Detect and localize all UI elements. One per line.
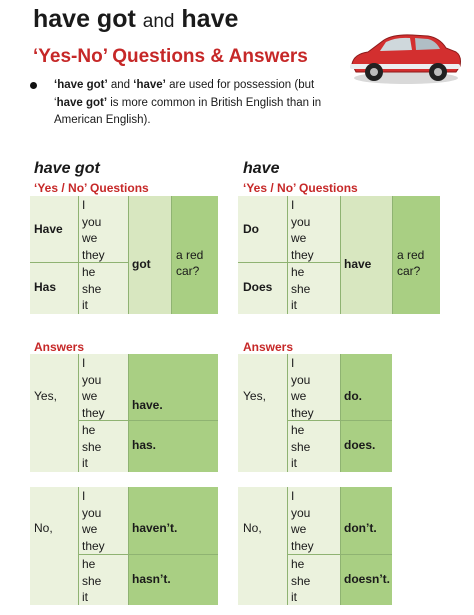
aux-has: Has [34,280,57,294]
page-subtitle: ‘Yes-No’ Questions & Answers [33,46,308,67]
questions-label: ‘Yes / No’ Questions [34,181,149,195]
pronoun-list [82,197,105,263]
aux-have: Have [34,222,63,236]
answers-label: Answers [243,340,294,354]
pronoun-they: they [82,247,105,262]
pronoun-you: you [82,214,102,229]
answer-yes: Yes, [34,389,57,403]
pronoun-it: it [82,298,88,312]
pronoun-he: he [82,265,96,279]
pronoun-she: she [82,281,102,296]
section-heading-have-got: have got [34,160,100,177]
object-text: a red car? [397,248,425,278]
answer-does: does. [344,438,376,452]
pronoun-list [82,264,101,314]
section-heading-have: have [243,160,280,177]
bullet-dot-icon [30,82,37,89]
aux-do: Do [243,222,259,236]
answer-yes: Yes, [243,389,266,403]
verb-got: got [132,257,151,271]
aux-does: Does [243,280,273,294]
red-car-icon [346,26,464,86]
answer-no: No, [243,521,262,535]
page-title: have got and have [33,5,239,33]
answer-doesnt: doesn’t. [344,572,391,586]
bullet-note: ‘have got’ and ‘have’ are used for possession (but ‘have got’ is more common in British English than in American English). [30,77,340,130]
answer-has: has. [132,438,157,452]
questions-label: ‘Yes / No’ Questions [243,181,358,195]
pronoun-list: I you we they [291,198,314,262]
object-text: a red car? [176,248,204,278]
pronoun-i: I [82,198,86,212]
verb-have: have [344,257,372,271]
pronoun-we: we [82,231,98,245]
answer-havent: haven’t. [132,521,178,535]
answer-no: No, [34,521,53,535]
answers-label: Answers [34,340,85,354]
answer-have: have. [132,398,163,412]
answer-hasnt: hasn’t. [132,572,171,586]
pronoun-list: he she it [291,265,311,312]
answer-dont: don’t. [344,521,377,535]
answer-do: do. [344,389,362,403]
